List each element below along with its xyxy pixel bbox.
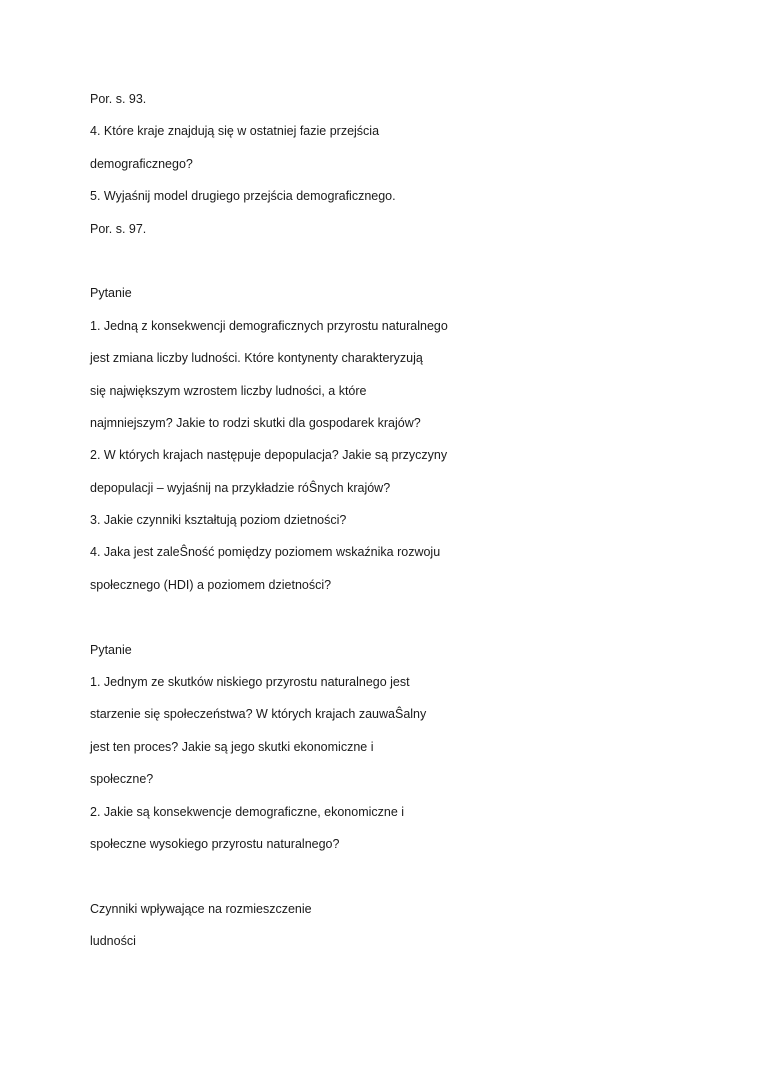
text-line: 2. Jakie są konsekwencje demograficzne, ekonomiczne i — [90, 804, 405, 819]
blank-line — [90, 865, 690, 897]
text-line: ludności — [90, 934, 136, 949]
text-line: 1. Jednym ze skutków niskiego przyrostu naturalnego jest — [90, 675, 410, 690]
text-line: 5. Wyjaśnij model drugiego przejścia demograficznego. — [90, 189, 396, 204]
text-line: 4. Jaka jest zaleŜność pomiędzy poziomem wskaźnika rozwoju — [90, 545, 441, 560]
text-line: 2. W których krajach następuje depopulacja? Jakie są przyczyny — [90, 448, 448, 463]
text-line: społeczne wysokiego przyrostu naturalnego? — [90, 836, 340, 851]
text-line: społeczne? — [90, 772, 154, 787]
text-line: Por. s. 93. — [90, 92, 147, 106]
section-heading: Pytanie — [90, 286, 132, 301]
text-line: 1. Jedną z konsekwencji demograficznych przyrostu naturalnego — [90, 318, 448, 333]
blank-line — [90, 606, 690, 638]
text-line: społecznego (HDI) a poziomem dzietności? — [90, 577, 332, 592]
text-line: jest zmiana liczby ludności. Które kontynenty charakteryzują — [90, 351, 423, 366]
text-line: najmniejszym? Jakie to rodzi skutki dla gospodarek krajów? — [90, 415, 421, 430]
text-line: jest ten proces? Jakie są jego skutki ekonomiczne i — [90, 739, 374, 754]
blank-line — [90, 250, 690, 282]
document-body — [90, 88, 690, 963]
text-line: 3. Jakie czynniki kształtują poziom dzietności? — [90, 513, 347, 528]
text-line: starzenie się społeczeństwa? W których krajach zauwaŜalny — [90, 707, 427, 722]
text-line: 4. Które kraje znajdują się w ostatniej fazie przejścia — [90, 124, 380, 139]
text-line: Por. s. 97. — [90, 221, 147, 236]
section-heading: Czynniki wpływające na rozmieszczenie — [90, 901, 312, 916]
text-line: się największym wzrostem liczby ludności, a które — [90, 383, 367, 398]
section-heading: Pytanie — [90, 642, 132, 657]
text-line: depopulacji – wyjaśnij na przykładzie róŜnych krajów? — [90, 480, 391, 495]
text-line: demograficznego? — [90, 156, 193, 171]
